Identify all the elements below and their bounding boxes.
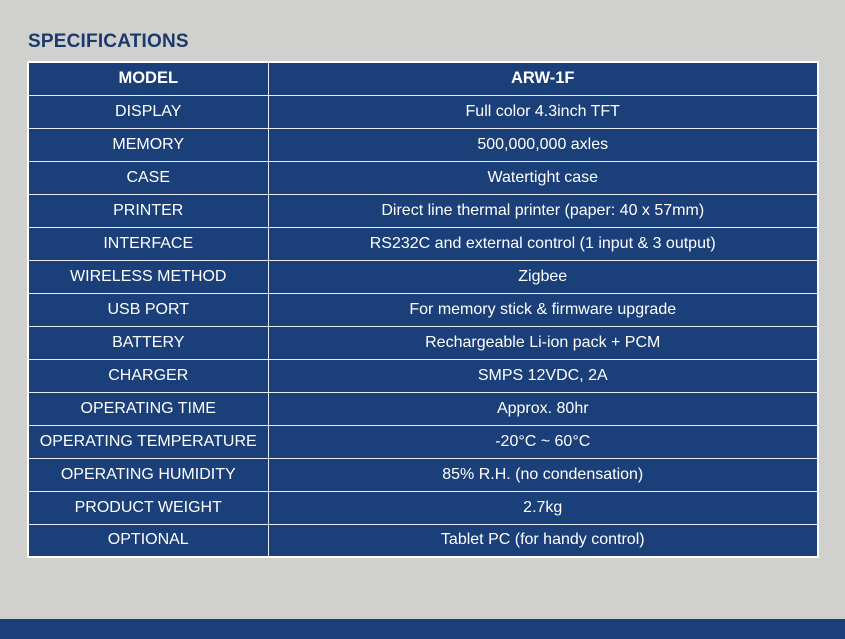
table-row	[28, 326, 818, 359]
spec-value: RS232C and external control (1 input & 3 output)	[268, 227, 818, 260]
spec-value: 500,000,000 axles	[268, 128, 818, 161]
spec-value: Tablet PC (for handy control)	[268, 524, 818, 557]
spec-value: For memory stick & firmware upgrade	[268, 293, 818, 326]
spec-value: 2.7kg	[268, 491, 818, 524]
table-row	[28, 95, 818, 128]
bottom-band	[0, 619, 845, 639]
spec-value: Direct line thermal printer (paper: 40 x 57mm)	[268, 194, 818, 227]
table-row	[28, 392, 818, 425]
table-row	[28, 128, 818, 161]
spec-value: 85% R.H. (no condensation)	[268, 458, 818, 491]
spec-label: DISPLAY	[28, 95, 268, 128]
header-label-cell: MODEL	[28, 62, 268, 95]
table-row	[28, 227, 818, 260]
table-header-row	[28, 62, 818, 95]
table-row	[28, 293, 818, 326]
spec-label: OPERATING TEMPERATURE	[28, 425, 268, 458]
table-row	[28, 458, 818, 491]
spec-label: WIRELESS METHOD	[28, 260, 268, 293]
table-row	[28, 194, 818, 227]
spec-label: PRODUCT WEIGHT	[28, 491, 268, 524]
table-row	[28, 260, 818, 293]
table-row	[28, 491, 818, 524]
table-row	[28, 425, 818, 458]
spec-value: Rechargeable Li-ion pack + PCM	[268, 326, 818, 359]
spec-value: Full color 4.3inch TFT	[268, 95, 818, 128]
spec-value: Approx. 80hr	[268, 392, 818, 425]
spec-label: USB PORT	[28, 293, 268, 326]
spec-label: CASE	[28, 161, 268, 194]
spec-label: BATTERY	[28, 326, 268, 359]
spec-value: Zigbee	[268, 260, 818, 293]
table-row	[28, 524, 818, 557]
spec-value: SMPS 12VDC, 2A	[268, 359, 818, 392]
spec-value: Watertight case	[268, 161, 818, 194]
spec-label: CHARGER	[28, 359, 268, 392]
spec-label: OPTIONAL	[28, 524, 268, 557]
spec-label: INTERFACE	[28, 227, 268, 260]
spec-label: OPERATING TIME	[28, 392, 268, 425]
spec-label: PRINTER	[28, 194, 268, 227]
spec-value: -20°C ~ 60°C	[268, 425, 818, 458]
specifications-table	[27, 61, 819, 558]
page-title: SPECIFICATIONS	[28, 31, 189, 52]
header-value-cell: ARW-1F	[268, 62, 818, 95]
spec-label: MEMORY	[28, 128, 268, 161]
table-row	[28, 161, 818, 194]
spec-label: OPERATING HUMIDITY	[28, 458, 268, 491]
table-row	[28, 359, 818, 392]
